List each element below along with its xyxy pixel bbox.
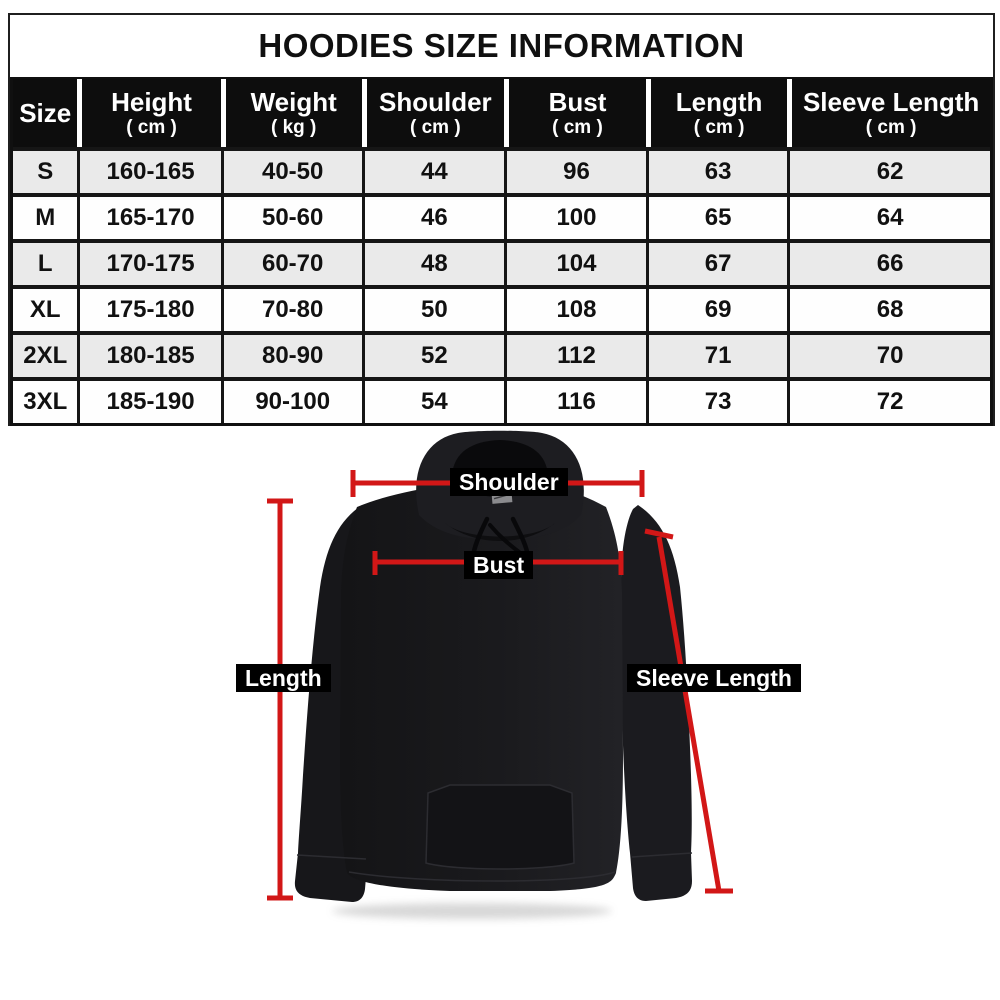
cell-size: M bbox=[13, 193, 77, 239]
cell-height: 180-185 bbox=[77, 331, 220, 377]
column-label-size: Size bbox=[19, 98, 72, 128]
cell-bust: 112 bbox=[504, 331, 646, 377]
cell-shoulder: 46 bbox=[362, 193, 504, 239]
cell-sleeve-length: 66 bbox=[787, 239, 990, 285]
header-cell-bust bbox=[504, 79, 646, 147]
header-cell-sleeve-length bbox=[787, 79, 990, 147]
cell-shoulder: 50 bbox=[362, 285, 504, 331]
cell-sleeve-length: 70 bbox=[787, 331, 990, 377]
cell-height: 165-170 bbox=[77, 193, 220, 239]
header-cell-size bbox=[13, 79, 77, 147]
column-unit-weight: ( kg ) bbox=[270, 117, 317, 138]
cell-size: 2XL bbox=[13, 331, 77, 377]
page-title: HOODIES SIZE INFORMATION bbox=[258, 27, 745, 64]
length-label: Length bbox=[236, 664, 331, 692]
cell-length: 67 bbox=[646, 239, 787, 285]
hoodie-shadow bbox=[332, 903, 612, 919]
column-label-length: Length bbox=[675, 87, 763, 117]
column-unit-length: ( cm ) bbox=[693, 117, 745, 138]
cell-shoulder: 44 bbox=[362, 147, 504, 193]
cell-shoulder: 48 bbox=[362, 239, 504, 285]
cell-size: XL bbox=[13, 285, 77, 331]
length-measure-line bbox=[267, 501, 293, 898]
header-cell-height bbox=[77, 79, 220, 147]
cell-height: 175-180 bbox=[77, 285, 220, 331]
cell-length: 71 bbox=[646, 331, 787, 377]
cell-bust: 104 bbox=[504, 239, 646, 285]
bust-label: Bust bbox=[464, 551, 533, 579]
cell-weight: 60-70 bbox=[221, 239, 362, 285]
cell-weight: 80-90 bbox=[221, 331, 362, 377]
header-cell-shoulder bbox=[362, 79, 504, 147]
cell-height: 170-175 bbox=[77, 239, 220, 285]
shoulder-label: Shoulder bbox=[450, 468, 568, 496]
cell-bust: 100 bbox=[504, 193, 646, 239]
header-cell-weight bbox=[221, 79, 362, 147]
hoodie-illustration bbox=[0, 425, 1000, 1000]
column-unit-height: ( cm ) bbox=[126, 117, 177, 138]
sleeve-length-label: Sleeve Length bbox=[627, 664, 801, 692]
column-unit-sleeve-length: ( cm ) bbox=[865, 117, 917, 138]
cell-size: 3XL bbox=[13, 377, 77, 423]
kangaroo-pocket bbox=[426, 785, 574, 869]
cell-bust: 96 bbox=[504, 147, 646, 193]
column-unit-shoulder: ( cm ) bbox=[409, 117, 461, 138]
column-label-sleeve-length: Sleeve Length bbox=[802, 87, 980, 117]
cell-weight: 40-50 bbox=[221, 147, 362, 193]
cell-size: L bbox=[13, 239, 77, 285]
cell-size: S bbox=[13, 147, 77, 193]
cell-shoulder: 54 bbox=[362, 377, 504, 423]
cell-height: 185-190 bbox=[77, 377, 220, 423]
cell-shoulder: 52 bbox=[362, 331, 504, 377]
cell-length: 65 bbox=[646, 193, 787, 239]
cell-weight: 50-60 bbox=[221, 193, 362, 239]
cell-height: 160-165 bbox=[77, 147, 220, 193]
column-unit-bust: ( cm ) bbox=[552, 117, 603, 138]
cell-length: 63 bbox=[646, 147, 787, 193]
column-label-shoulder: Shoulder bbox=[379, 87, 492, 117]
cell-sleeve-length: 68 bbox=[787, 285, 990, 331]
cell-bust: 116 bbox=[504, 377, 646, 423]
column-label-weight: Weight bbox=[250, 87, 337, 117]
size-table bbox=[10, 77, 993, 426]
cell-weight: 90-100 bbox=[221, 377, 362, 423]
size-chart-panel bbox=[8, 13, 995, 426]
cell-sleeve-length: 64 bbox=[787, 193, 990, 239]
header-cell-length bbox=[646, 79, 787, 147]
cell-weight: 70-80 bbox=[221, 285, 362, 331]
hoodie-right-sleeve bbox=[621, 505, 692, 901]
cell-bust: 108 bbox=[504, 285, 646, 331]
cell-length: 73 bbox=[646, 377, 787, 423]
cell-length: 69 bbox=[646, 285, 787, 331]
cell-sleeve-length: 62 bbox=[787, 147, 990, 193]
cell-sleeve-length: 72 bbox=[787, 377, 990, 423]
column-label-height: Height bbox=[111, 87, 192, 117]
column-label-bust: Bust bbox=[548, 87, 607, 117]
